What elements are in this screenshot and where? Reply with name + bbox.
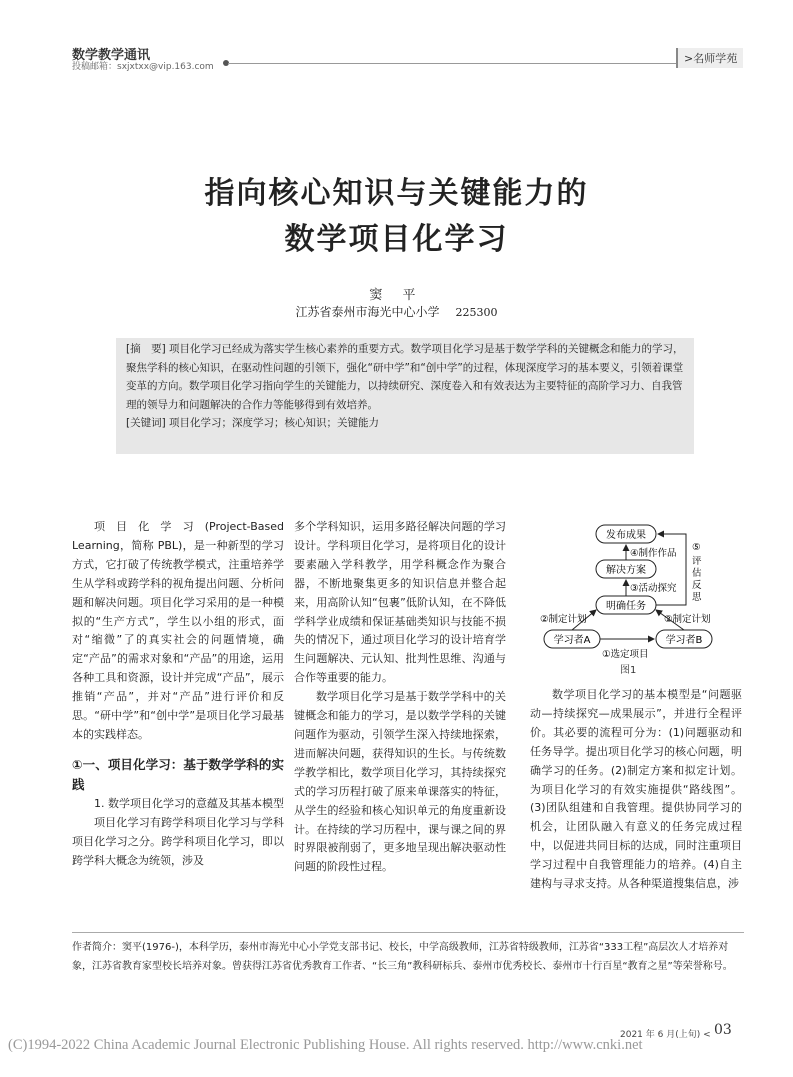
article-title-line1: 指向核心知识与关键能力的 xyxy=(204,176,589,211)
abstract-paragraph xyxy=(126,340,684,414)
abstract-text: 项目化学习已经成为落实学生核心素养的重要方式。数学项目化学习是基于数学学科的关键概念和能力的学习，聚焦学科的核心知识，在驱动性问题的引领下，强化“研中学”和“创中学”的过程，体现深度学习的基本要义，引领着课堂变革的方向。数学项目化学习指向学生的关键能力，以持续研究、深度卷入和有效表达为主要特征的高阶学习力、自我管理的领导力和问题解决的合作力等能够得到有效培养。 xyxy=(126,343,684,411)
page-number: 03 xyxy=(714,1022,732,1038)
column-3 xyxy=(530,686,742,894)
node-learner-b-label: 学习者B xyxy=(665,635,703,646)
node-learner-b xyxy=(656,630,712,648)
journal-name: 数学教学通讯 xyxy=(72,48,151,63)
abstract-label: [摘 要] xyxy=(126,343,166,355)
keywords-text: 项目化学习；深度学习；核心知识；关键能力 xyxy=(169,417,380,429)
edge-evaluate-label: ⑤ 评 估 反 思 xyxy=(692,542,702,603)
node-publish xyxy=(596,525,656,543)
column-2 xyxy=(294,518,506,877)
section-heading xyxy=(72,755,284,795)
paragraph: 多个学科知识，运用多路径解决问题的学习设计。学科项目化学习，是将项目化的设计要素融入学科教学，用学科概念作为聚合器，不断地聚集更多的知识信息并整合起来，用高阶认知“包裹”低阶认知，在不降低学科学业成绩和保证基础类知识与技能不损失的情况下，通过项目化学习的设计培育学生问题解决、元认知、批判性思维、沟通与合作等重要的能力。 xyxy=(294,520,506,685)
node-learner-a xyxy=(544,630,600,648)
header-rule xyxy=(228,63,686,64)
node-learner-a-label: 学习者A xyxy=(553,635,591,646)
subsection-heading: 1. 数学项目化学习的意蕴及其基本模型 xyxy=(94,796,284,810)
zip-code: 225300 xyxy=(455,306,498,319)
edge-select-label: ①选定项目 xyxy=(602,649,649,660)
footnote-rule xyxy=(72,932,744,933)
section-number: ① xyxy=(72,756,83,772)
paragraph: 数学项目化学习的基本模型是“问题驱动—持续探究—成果展示”，并进行全程评价。其必要的流程可分为：(1)问题驱动和任务导学。提出项目化学习的核心问题，明确学习的任务。(2)制定方案和拟定计划。为项目化学习的有效实施提供“路线图”。(3)团队组建和自我管理。提供协同学习的机会，让团队融入有意义的任务完成过程中，以促进共同目标的达成，同时注重项目学习过程中自我管理能力的培养。(4)自主建构与寻求支持。从各种渠道搜集信息，涉 xyxy=(530,688,742,891)
intro-paragraph: 项目化学习(Project-Based Learning，简称 PBL)，是一种新型的学习方式，它打破了传统教学模式，注重培养学生从学科或跨学科的视角提出问题、分析问题和解决问题。项目化学习采用的是一种模拟的“生产方式”，学生以小组的形式，面对“缩微”了的真实社会的问题情境，确定“产品”的需求对象和“产品”的用途，运用各种工具和资源，设计并完成“产品”，展示推销“产品”，并对“产品”进行评价和反思。“研中学”和“创中学”是项目化学习最基本的实践样态。 xyxy=(72,520,284,741)
node-solution-label: 解决方案 xyxy=(606,565,646,576)
keywords-label: [关键词] xyxy=(126,417,166,429)
author-name: 窦 平 xyxy=(369,288,424,303)
edge-evaluate xyxy=(656,534,686,605)
column-1 xyxy=(72,518,284,871)
edge-plan-a-label: ②制定计划 xyxy=(540,614,587,625)
submission-email: 投稿邮箱：sxjxtxx@vip.163.com xyxy=(72,62,214,72)
keywords-line xyxy=(126,414,684,433)
node-publish-label: 发布成果 xyxy=(606,530,646,541)
edge-explore-label: ③活动探究 xyxy=(630,583,677,594)
abstract-box xyxy=(116,338,694,454)
copyright-watermark: (C)1994-2022 China Academic Journal Electronic Publishing House. All rights reserved. http://www.cnki.net xyxy=(8,1037,643,1053)
node-task-label: 明确任务 xyxy=(606,601,646,612)
article-title-line2: 数学项目化学习 xyxy=(284,222,509,257)
paragraph: 项目化学习有跨学科项目化学习与学科项目化学习之分。跨学科项目化学习，即以跨学科大概念为统领，涉及 xyxy=(72,815,284,867)
node-task xyxy=(596,596,656,614)
edge-make-label: ④制作作品 xyxy=(630,548,677,559)
column-tag: >名师学苑 xyxy=(676,48,743,68)
affiliation-name: 江苏省泰州市海光中心小学 xyxy=(295,305,440,319)
figure-1-diagram xyxy=(536,520,746,660)
paragraph: 数学项目化学习是基于数学学科中的关键概念和能力的学习，是以数学学科的关键问题作为驱动，引领学生深入持续地探索，进而解决问题，获得知识的生长。与传统数学教学相比，数学项目化学习，其持续探究式的学习历程打破了原来单课落实的特征，从学生的经验和核心知识单元的角度重新设计。在持续的学习历程中，课与课之间的界时界限被削弱了，更多地呈现出解决驱动性问题的阶段性过程。 xyxy=(294,690,506,874)
section-title: 一、项目化学习：基于数学学科的实践 xyxy=(72,756,284,792)
author-bio: 作者简介：窦平(1976-)，本科学历，泰州市海光中心小学党支部书记、校长，中学高级教师，江苏省特级教师，江苏省“333工程”高层次人才培养对象，江苏省教育家型校长培养对象。曾获得江苏省优秀教育工作者、“长三角”教科研标兵、泰州市优秀校长、泰州市十行百星“教育之星”等荣誉称号。 xyxy=(72,942,733,972)
affiliation xyxy=(0,303,793,320)
node-solution xyxy=(596,560,656,578)
edge-evaluate-label-num: ⑤ xyxy=(692,542,701,553)
figure-caption: 图1 xyxy=(620,665,637,676)
edge-plan-b-label: ②制定计划 xyxy=(664,614,711,625)
issue-date: 2021 年 6 月(上旬) < xyxy=(620,1030,711,1040)
